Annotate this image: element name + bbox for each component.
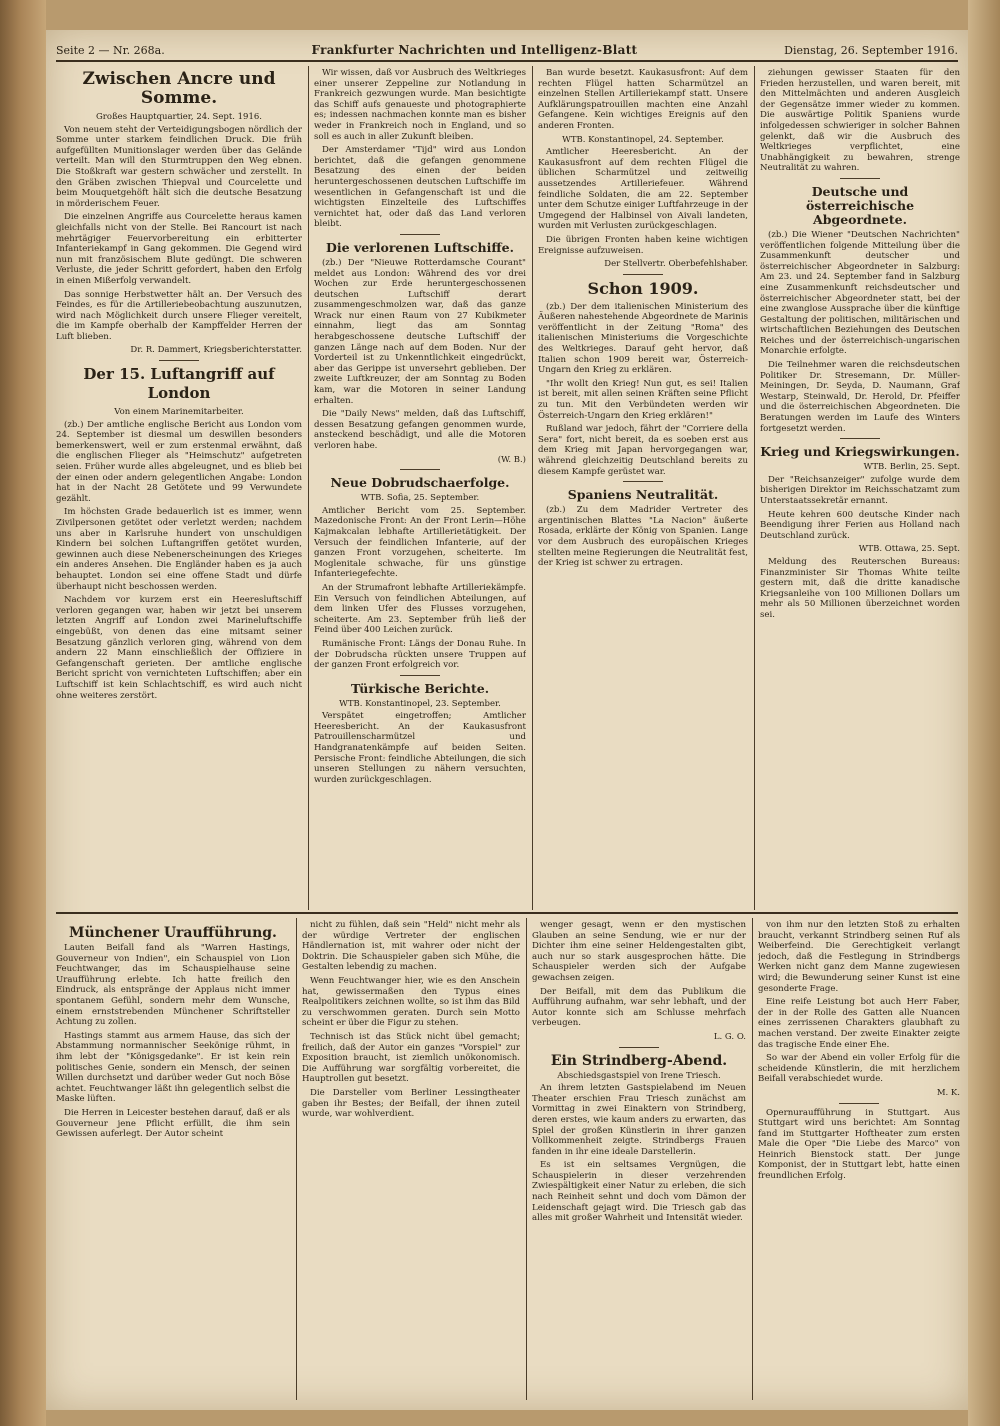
column-rule [308, 66, 309, 910]
separator [400, 234, 440, 235]
paragraph: So war der Abend ein voller Erfolg für die scheidende Künstlerin, die mit herzlichem Beifall verabschiedet wurde. [758, 1053, 960, 1085]
paragraph: Rußland war jedoch, fährt der "Corriere della Sera" fort, nicht bereit, da es soeben erst aus dem Krieg mit Japan hervorgegangen war, während gleichzeitig Deutschland bereits zu diesem Kampfe gerüstet war. [538, 424, 748, 477]
paragraph: Amtlicher Heeresbericht. An der Kaukasusfront auf dem rechten Flügel die üblichen Scharmützel und zeitweilig aussetzendes Artilleriefeuer. Während feindliche Soldaten, die am 22. September unter dem Schutze einiger Luftfahrzeuge in der Umgegend der Halbinsel von Aivali landeten, wurden mit Verlusten zurückgeschlagen. [538, 147, 748, 232]
paragraph: An der Strumafront lebhafte Artilleriekämpfe. Ein Versuch von feindlichen Abteilungen, auf dem linken Ufer des Flusses vorzugehen, scheiterte. Am 23. September früh ließ der Feind über 400 Leichen zurück. [314, 582, 526, 636]
separator [623, 274, 663, 275]
dateline: WTB. Berlin, 25. Sept. [863, 462, 960, 473]
paragraph: Die Teilnehmer waren die reichsdeutschen Politiker Dr. Stresemann, Dr. Müller-Meiningen, Dr. Seyda, D. Naumann, Graf Westarp, Steinwald, Dr. Herold, Dr. Pfeiffer und die österreichischen Abgeordneten. Die Beratungen werden im Laufe des Winters fortgesetzt werden. [760, 360, 960, 434]
paragraph: wenger gesagt, wenn er den mystischen Glauben an seine Sendung, wie er nur der Dichter ihm eine seiner Heldengestalten gibt, auch nur so stark ausgesprochen hätte. Die Schauspieler werden sich der Aufgabe gewachsen zeigen. [532, 920, 746, 983]
article-subtitle: Abschiedsgastspiel von Irene Triesch. [557, 1070, 721, 1081]
separator [159, 360, 199, 361]
paragraph: Heute kehren 600 deutsche Kinder nach Beendigung ihrer Ferien aus Holland nach Deutschland zurück. [760, 509, 960, 541]
article-title: Deutsche und österreichische Abgeordnete. [805, 183, 915, 227]
separator [619, 1047, 659, 1048]
signature: (W. B.) [497, 454, 526, 465]
paragraph: Rumänische Front: Längs der Donau Ruhe. In der Dobrudscha rückten unsere Truppen auf der ganzen Front erfolgreich vor. [314, 638, 526, 671]
book-binding [0, 0, 46, 1426]
column-rule [532, 66, 533, 910]
column-1 [56, 68, 302, 908]
paragraph: Das sonnige Herbstwetter hält an. Der Versuch des Feindes, es für die Artilleriebeobachtung auszunutzen, wird nach Möglichkeit durch unsere Flieger vereitelt, die im Kampfe oberhalb der Kampffelder Herren der Luft blieben. [56, 289, 302, 342]
separator [840, 178, 880, 179]
paragraph: An ihrem letzten Gastspielabend im Neuen Theater erschien Frau Triesch zunächst am Vormittag in zwei Einaktern von Strindberg, deren erstes, wie kaum anders zu erwarten, das Spiel der großen Künstlerin in ihrer ganzen Vollkommenheit zeigte. Strindbergs Frauen fanden in ihr eine ideale Darstellerin. [532, 1083, 746, 1157]
article-subtitle: Von einem Marinemitarbeiter. [114, 407, 244, 418]
paragraph: Es ist ein seltsames Vergnügen, die Schauspielerin in dieser verzehrenden Zwiespältigkeit einer Natur zu erleben, die sich nach Reinheit sehnt und doch vom Dämon der Leidenschaft gejagt wird. Die Triesch gab das alles mit großer Wahrheit und Intensität wieder. [532, 1160, 746, 1224]
feuilleton-column-2 [302, 920, 520, 1398]
article-title: Krieg und Kriegswirkungen. [760, 444, 960, 460]
article-title: Die verlorenen Luftschiffe. [326, 239, 514, 255]
issue-date: Dienstag, 26. September 1916. [784, 43, 958, 57]
column-4 [760, 68, 960, 908]
signature: M. K. [936, 1087, 960, 1098]
paragraph: Nachdem vor kurzem erst ein Heeresluftschiff verloren gegangen war, haben wir jetzt bei unserem letzten Angriff auf London zwei Marineluftschiffe eingebüßt, von denen das eine mitsamt seiner Besatzung gänzlich verloren ging, während von dem andern 22 Mann einschließlich der Offiziere in Gefangenschaft gerieten. Der amtliche englische Bericht spricht von vernichteten Luftschiffen; aber ein Luftschiff ist kein Schlachtschiff, es wird auch nicht ohne weiteres zerstört. [56, 595, 302, 701]
column-rule [526, 918, 527, 1400]
paragraph: (zb.) Der dem italienischen Ministerium des Äußeren nahestehende Abgeordnete de Marinis veröffentlicht in der Zeitung "Roma" des italienischen Ministeriums die Vorgeschichte des Weltkrieges. Darauf geht hervor, daß Italien schon 1909 bereit war, Österreich-Ungarn den Krieg zu erklären. [538, 301, 748, 376]
column-rule [754, 66, 755, 910]
article-title: Schon 1909. [587, 278, 699, 298]
article-title: Spaniens Neutralität. [567, 487, 719, 503]
paragraph: Wir wissen, daß vor Ausbruch des Weltkrieges einer unserer Zeppeline zur Notlandung in Frankreich gezwungen wurde. Man besichtigte das Schiff aufs genaueste und photographierte es; indessen nachmachen konnte man es bisher weder in Frankreich noch in England, und so soll es auch in aller Zukunft bleiben. [314, 68, 526, 142]
article-title: Neue Dobrudschaerfolge. [330, 475, 510, 491]
signature: Dr. R. Dammert, Kriegsberichterstatter. [130, 345, 302, 356]
paragraph: von ihm nur den letzten Stoß zu erhalten braucht, verkannt Strindberg seinen Ruf als Weiberfeind. Die Gerechtigkeit verlangt jedoch, daß die Festlegung in Strindbergs Werken nicht ganz dem Manne zugewiesen wird; die Bewunderung seiner Kunst ist eine gesonderte Frage. [758, 920, 960, 994]
paragraph: Verspätet eingetroffen; Amtlicher Heeresbericht. An der Kaukasusfront Patrouillenscharmützel und Handgranatenkämpfe auf beiden Seiten. Persische Front: feindliche Abteilungen, die sich unseren Stellungen zu nähern versuchten, wurden zurückgeschlagen. [314, 711, 526, 785]
paragraph: Die einzelnen Angriffe aus Courcelette heraus kamen gleichfalls nicht von der Stelle. Bei Rancourt ist nach mehrtägiger Feuervorbereitung ein erbitterter Infanteriekampf in Gang gekommen. Die Gegend wird nun mit französischem Blute gedüngt. Die schweren Verluste, die jeder Schritt gefordert, haben den Erfolg in einen Mißerfolg verwandelt. [56, 212, 302, 286]
paragraph: Ban wurde besetzt. Kaukasusfront: Auf dem rechten Flügel hatten Scharmützel an einzelnen Stellen Artilleriekampf statt. Unsere Aufklärungspatrouillen machten eine Anzahl Gefangene. Kein wichtiges Ereignis auf den anderen Fronten. [538, 68, 748, 131]
column-rule [296, 918, 297, 1400]
separator [400, 675, 440, 676]
page-header [56, 40, 958, 62]
article-title: Türkische Berichte. [350, 680, 490, 696]
separator [400, 469, 440, 470]
paragraph: Die übrigen Fronten haben keine wichtigen Ereignisse aufzuweisen. [538, 234, 748, 256]
paragraph: (zb.) Der "Nieuwe Rotterdamsche Courant" meldet aus London: Während des vor drei Wochen zur Erde heruntergeschossenen deutschen Luftschiff derart zusammengeschmolzen war, daß das ganze Wrack nur einen Raum von 27 Kubikmeter einnahm, liegt das am Sonntag herabgeschossene deutsche Luftschiff der ganzen Länge nach auf dem Boden. Nur der Vorderteil ist zu Unkenntlichkeit eingedrückt, aber das Gerippe ist unversehrt geblieben. Der zweite Luftkreuzer, der am Sonntag zu Boden kam, war die Motoren in seiner Landung erhalten. [314, 257, 526, 406]
feuilleton-column-4 [758, 920, 960, 1398]
paragraph: ziehungen gewisser Staaten für den Frieden herzustellen, und waren bereit, mit den Mittelmächten und anderen Ausgleich der Gegensätze immer wieder zu kommen. Die auswärtige Politik Spaniens wurde infolgedessen schwieriger in solcher Bahnen gelenkt, daß wir die Ausbruch des Weltkrieges verpflichtet, eine Unabhängigkeit zu bewahren, strenge Neutralität zu wahren. [760, 68, 960, 174]
notice: Opernuraufführung in Stuttgart. Aus Stuttgart wird uns berichtet: Am Sonntag fand im Stuttgarter Hoftheater zum ersten Male die Oper "Die Liebe des Marco" von Heinrich Bienstock statt. Der junge Komponist, der in Stuttgart lebt, hatte einen freundlichen Erfolg. [758, 1107, 960, 1182]
feuilleton-column-3 [532, 920, 746, 1398]
paragraph: (zb.) Die Wiener "Deutschen Nachrichten" veröffentlichen folgende Mitteilung über die Zusammenkunft deutscher und österreichischer Abgeordneter in Salzburg: Am 23. und 24. September fand in Salzburg eine Zusammenkunft reichsdeutscher und österreichischer Abgeordneter statt, bei der eine zwanglose Aussprache über die künftige Gestaltung der politischen, militärischen und wirtschaftlichen Beziehungen des Deutschen Reiches und der österreichisch-ungarischen Monarchie erfolgte. [760, 229, 960, 357]
page-number: Seite 2 — Nr. 268a. [56, 43, 165, 57]
paragraph: Amtlicher Bericht vom 25. September. Mazedonische Front: An der Front Lerin—Höhe Kajmakcalan lebhafte Artillerietätigkeit. Der Versuch der feindlichen Infanterie, auf der ganzen Front vorzugehen, scheiterte. Im Moglenitale schwache, für uns günstige Infanteriegefechte. [314, 505, 526, 580]
column-3 [538, 68, 748, 908]
paragraph: Der Beifall, mit dem das Publikum die Aufführung aufnahm, war sehr lebhaft, und der Autor konnte sich am Schlusse mehrfach verbeugen. [532, 986, 746, 1029]
paragraph: Der Amsterdamer "Tijd" wird aus London berichtet, daß die gefangen genommene Besatzung des einen der beiden heruntergeschossenen deutschen Luftschiffe im wesentlichen in Gefangenschaft ist und die wichtigsten Einzelteile des Luftschiffes vernichtet hat, oder daß das Land verloren bleibt. [314, 145, 526, 230]
dateline: WTB. Sofia, 25. September. [360, 493, 480, 504]
dateline: WTB. Konstantinopel, 23. September. [339, 698, 501, 709]
article-title: Münchener Uraufführung. [69, 925, 277, 941]
separator [839, 1103, 879, 1104]
paragraph: Hastings stammt aus armem Hause, das sich der Abstammung normannischer Seekönige rühmt, in ihm lebt der "Königsgedanke". Er ist kein rein politisches Genie, sondern ein Mensch, der seinen Willen durchsetzt und darüber weder Gut noch Böse achtet. Feuchtwanger läßt ihn gelegentlich selbst die Maske lüften. [56, 1030, 290, 1105]
paragraph: "Ihr wollt den Krieg! Nun gut, es sei! Italien ist bereit, mit allen seinen Kräften seine Pflicht zu tun. Mit den Verbündeten werden wir Österreich-Ungarn den Krieg erklären!" [538, 378, 748, 421]
column-2 [314, 68, 526, 908]
dateline: Großes Hauptquartier, 24. Sept. 1916. [96, 112, 262, 122]
article-title: Der 15. Luftangriff auf London [83, 365, 275, 403]
paragraph: Im höchsten Grade bedauerlich ist es immer, wenn Zivilpersonen getötet oder verletzt werden; nachdem uns aber in Karlsruhe hundert von unschuldigen Kindern bei solchen Luftangriffen getötet wurden, gewinnen auch diese Nebenerscheinungen des Krieges ein anderes Ansehen. Die Engländer haben es ja auch behauptet. London sei eine offene Stadt und dürfe überhaupt nicht beschossen werden. [56, 507, 302, 592]
masthead: Frankfurter Nachrichten und Intelligenz-Blatt [311, 43, 638, 57]
separator [840, 438, 880, 439]
paragraph: (zb.) Zu dem Madrider Vertreter des argentinischen Blattes "La Nacion" äußerte Rosada, erklärte der König von Spanien. Lange vor dem Ausbruch des europäischen Krieges stellten meine Regierungen die Neutralität fest, der Krieg ist schwer zu ertragen. [538, 505, 748, 569]
paragraph: Lauten Beifall fand als "Warren Hastings, Gouverneur von Indien", ein Schauspiel von Lion Feuchtwanger, das im Schauspielhause seine Uraufführung erlebte. Ich hatte freilich den Eindruck, als entspränge der Applaus nicht immer spontanem Gefühl, sondern mehr dem Wunsche, einem ernststrebenden Münchener Schriftsteller Achtung zu zollen. [56, 943, 290, 1028]
paragraph: Eine reife Leistung bot auch Herr Faber, der in der Rolle des Gatten alle Nuancen eines zerrissenen Charakters glaubhaft zu machen verstand. Der zweite Einakter zeigte das tragische Ende einer Ehe. [758, 997, 960, 1050]
paragraph: nicht zu fühlen, daß sein "Held" nicht mehr als der würdige Vertreter der englischen Händlernation ist, mit wahrer oder nicht der Doktrin. Die Schauspieler gaben sich Mühe, die Gestalten lebendig zu machen. [302, 920, 520, 973]
dateline: WTB. Ottawa, 25. Sept. [858, 544, 960, 555]
paragraph: Technisch ist das Stück nicht übel gemacht; freilich, daß der Autor ein ganzes "Vorspiel" zur Exposition braucht, ist ziemlich unökonomisch. Die Aufführung war sorgfältig vorbereitet, die Hauptrollen gut besetzt. [302, 1031, 520, 1085]
paragraph: Der "Reichsanzeiger" zufolge wurde dem bisherigen Direktor im Reichsschatzamt zum Unterstaatssekretär ernannt. [760, 474, 960, 506]
signature: Der Stellvertr. Oberbefehlshaber. [604, 259, 748, 270]
paragraph: Von neuem steht der Verteidigungsbogen nördlich der Somme unter starkem feindlichen Druck. Die früh aufgefüllten Munitionslager werden über das Gelände verteilt. Man will den Sturmtruppen den Weg ebnen. Die Stoßkraft war gestern schwächer und zerstellt. In den Gräben zwischen Thiepval und Courcelette und beim Mouquetgehöft hält sich die deutsche Besatzung in mörderischem Feuer. [56, 124, 302, 209]
paragraph: Die "Daily News" melden, daß das Luftschiff, dessen Besatzung gefangen genommen wurde, ansteckend beschädigt, und alle die Motoren verloren habe. [314, 409, 526, 451]
newspaper-page [46, 30, 968, 1410]
article-title: Ein Strindberg-Abend. [550, 1052, 728, 1069]
page-edge [968, 0, 1000, 1426]
paragraph: Die Darsteller vom Berliner Lessingtheater gaben ihr Bestes; der Beifall, der ihnen zuteil wurde, war wohlverdient. [302, 1087, 520, 1120]
column-rule [752, 918, 753, 1400]
article-title: Zwischen Ancre und Somme. [82, 69, 276, 108]
paragraph: Die Herren in Leicester bestehen darauf, daß er als Gouverneur jene Pflicht erfüllt, die ihm sein Gewissen auferlegt. Der Autor scheint [56, 1107, 290, 1140]
paragraph: Wenn Feuchtwanger hier, wie es den Anschein hat, gewissermaßen den Typus eines Realpolitikers zeichnen wollte, so ist ihm das Bild zu verschwommen geraten. Durch sein Motto scheint er über die Figur zu stehen. [302, 975, 520, 1029]
dateline: WTB. Konstantinopel, 24. September. [562, 134, 724, 145]
paragraph: (zb.) Der amtliche englische Bericht aus London vom 24. September ist diesmal um deswillen besonders bemerkenswert, weil er zum erstenmal erwähnt, daß die englischen Flieger als "Heimschutz" aufgetreten seien. Früher wurde alles abgeleugnet, und es blieb bei der einen oder andern gelegentlichen Angabe: London hat in der Nacht 28 Getötete und 99 Verwundete gezählt. [56, 419, 302, 504]
paragraph: Meldung des Reuterschen Bureaus: Finanzminister Sir Thomas White teilte gestern mit, daß die dritte kanadische Kriegsanleihe von 100 Millionen Dollars um mehr als 50 Millionen überzeichnet worden sei. [760, 556, 960, 620]
feuilleton-divider [56, 912, 958, 914]
feuilleton-column-1 [56, 920, 290, 1398]
signature: L. G. O. [713, 1031, 746, 1042]
separator [623, 481, 663, 482]
